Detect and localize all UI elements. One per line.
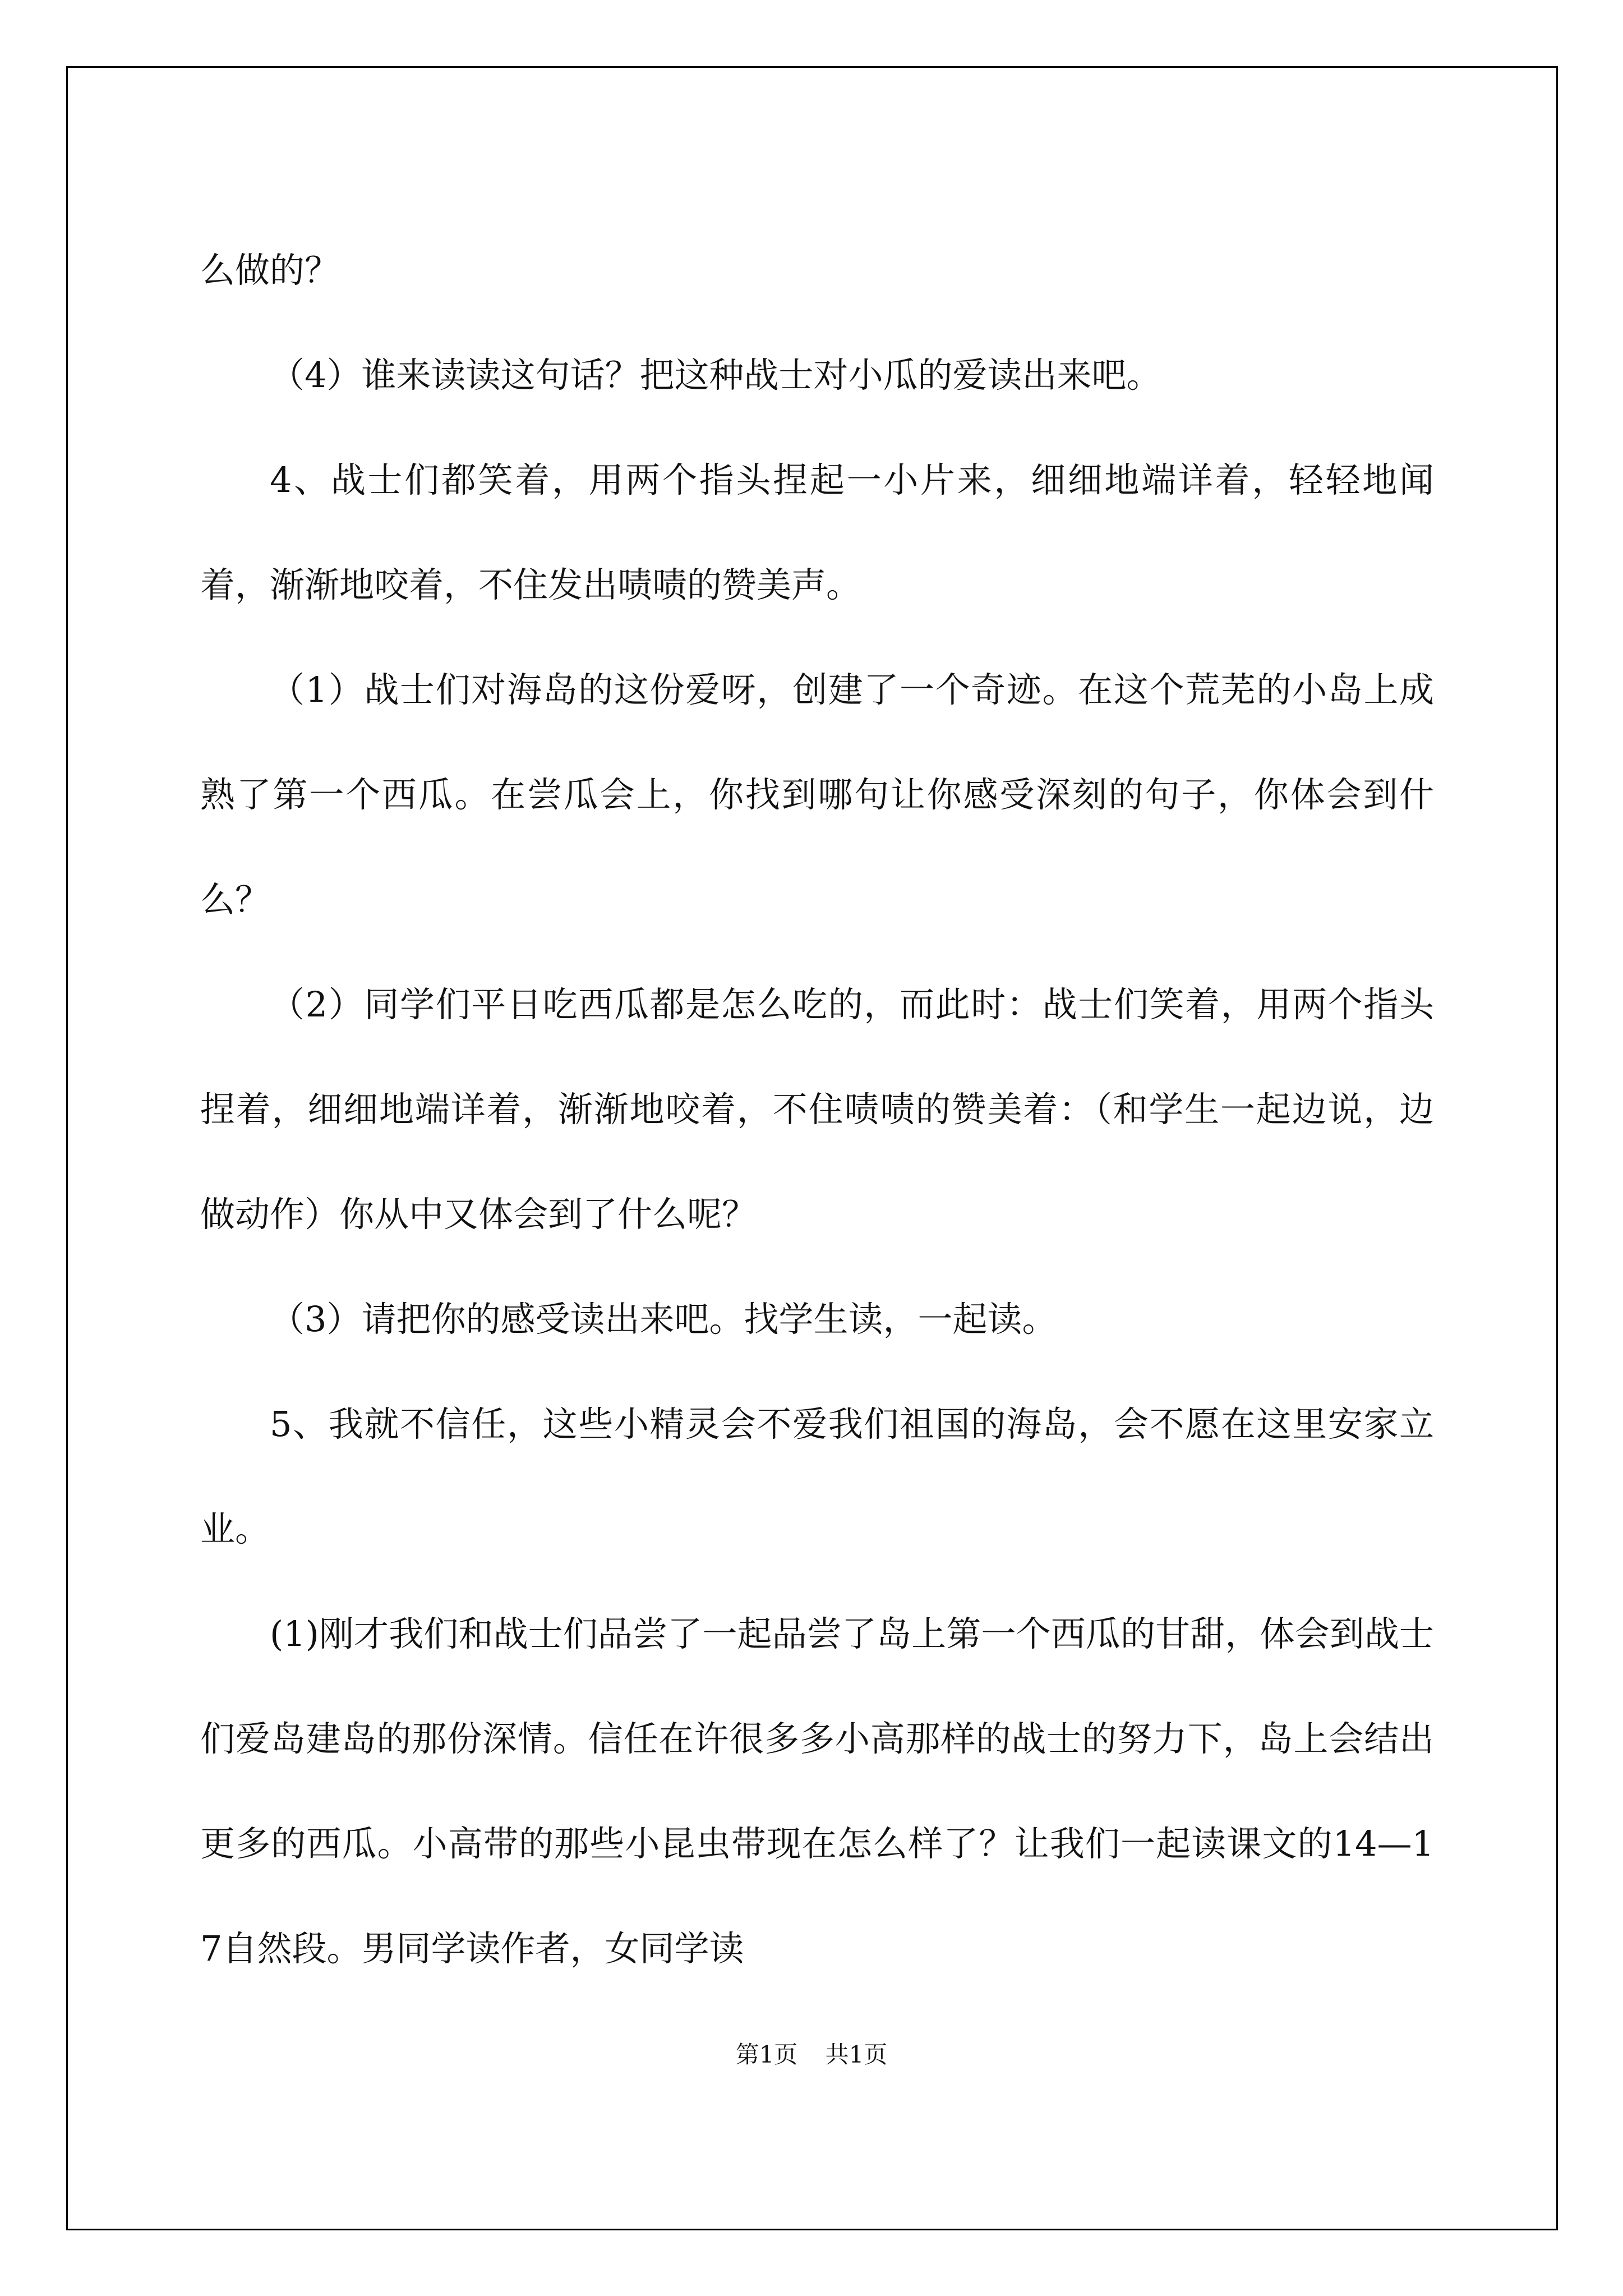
paragraph-4: （1）战士们对海岛的这份爱呀，创建了一个奇迹。在这个荒芜的小岛上成熟了第一个西瓜。在尝瓜会上，你找到哪句让你感受深刻的句子，你体会到什么？ bbox=[200, 669, 1434, 920]
page-number: 第1页 bbox=[735, 2041, 798, 2068]
paragraph-2: （4）谁来读读这句话？把这种战士对小瓜的爱读出来吧。 bbox=[270, 355, 1161, 395]
paragraph-7: 5、我就不信任，这些小精灵会不爱我们祖国的海岛，会不愿在这里安家立业。 bbox=[200, 1404, 1434, 1549]
page-footer bbox=[0, 2036, 1623, 2070]
paragraph-3: 4、战士们都笑着，用两个指头捏起一小片来，细细地端详着，轻轻地闻着，渐渐地咬着，不住发出啧啧的赞美声。 bbox=[200, 459, 1434, 605]
paragraph-6: （3）请把你的感受读出来吧。找学生读，一起读。 bbox=[270, 1299, 1057, 1340]
page-total: 共1页 bbox=[825, 2041, 888, 2068]
document-body bbox=[200, 218, 1434, 2001]
paragraph-8: (1)刚才我们和战士们品尝了一起品尝了岛上第一个西瓜的甘甜，体会到战士们爱岛建岛的那份深情。信任在许很多多小高那样的战士的努力下，岛上会结出更多的西瓜。小高带的那些小昆虫带现在怎么样了？让我们一起读课文的14—17自然段。男同学读作者，女同学读 bbox=[200, 1613, 1434, 1969]
paragraph-1: 么做的？ bbox=[200, 250, 340, 291]
paragraph-5: （2）同学们平日吃西瓜都是怎么吃的，而此时：战士们笑着，用两个指头捏着，细细地端详着，渐渐地咬着，不住啧啧的赞美着：（和学生一起边说，边做动作）你从中又体会到了什么呢？ bbox=[200, 984, 1434, 1235]
